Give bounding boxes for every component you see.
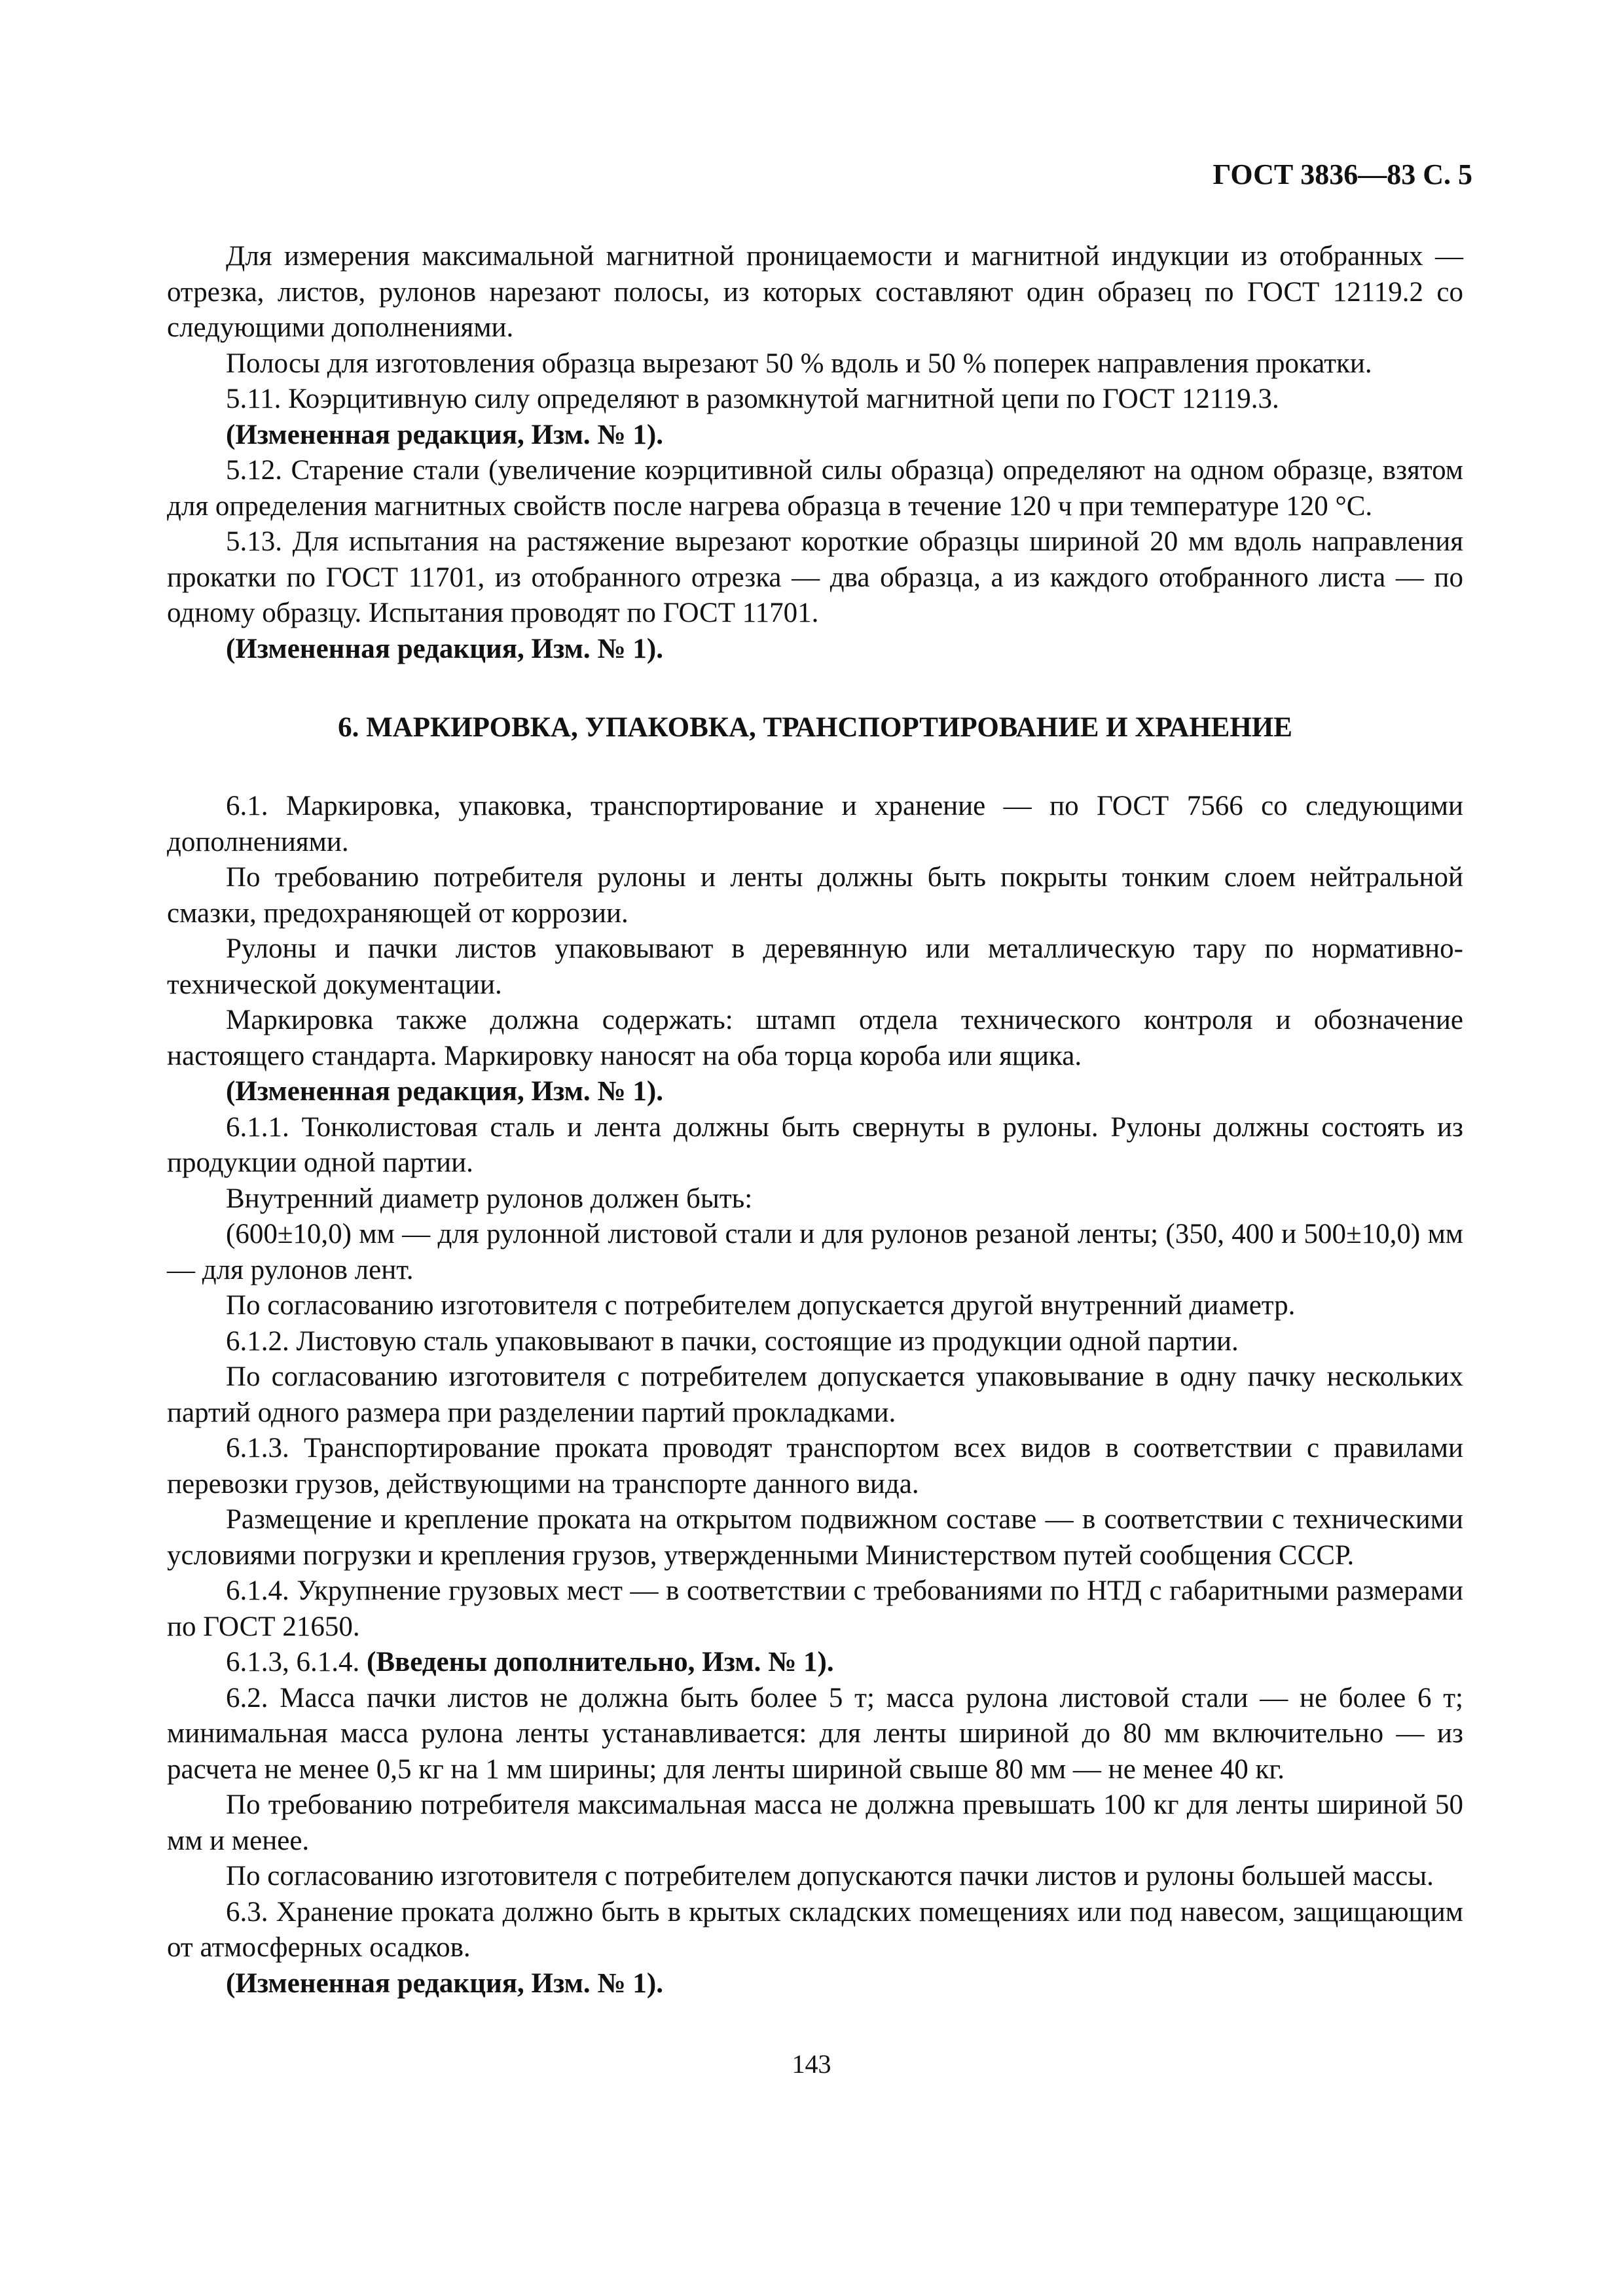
amendment-note: (Измененная редакция, Изм. № 1). — [226, 419, 663, 450]
paragraph: Рулоны и пачки листов упаковывают в деревянную или металлическую тару по нормативно-технической документации. — [167, 933, 1463, 1000]
paragraph: 6.1.2. Листовую сталь упаковывают в пачки, состоящие из продукции одной партии. — [226, 1325, 1239, 1357]
paragraph: (600±10,0) мм — для рулонной листовой стали и для рулонов резаной ленты; (350, 400 и 500±10,0) мм — для рулонов лент. — [167, 1219, 1463, 1285]
paragraph: Внутренний диаметр рулонов должен быть: — [226, 1183, 753, 1214]
paragraph: Для измерения максимальной магнитной проницаемости и магнитной индукции из отобранных — отрезка, листов, рулонов нарезают полосы, из которых составляют один образец по ГОСТ 12119.2 со следующими дополнениями. — [167, 241, 1463, 343]
paragraph: 6.1. Маркировка, упаковка, транспортирование и хранение — по ГОСТ 7566 со следующими дополнениями. — [167, 791, 1463, 857]
paragraph: По требованию потребителя рулоны и ленты должны быть покрыты тонким слоем нейтральной смазки, предохраняющей от коррозии. — [167, 862, 1463, 929]
section-heading: 6. МАРКИРОВКА, УПАКОВКА, ТРАНСПОРТИРОВАНИЕ И ХРАНЕНИЕ — [338, 712, 1292, 743]
paragraph: Маркировка также должна содержать: штамп отдела технического контроля и обозначение настоящего стандарта. Маркировку наносят на оба торца короба или ящика. — [167, 1005, 1463, 1071]
paragraph: Полосы для изготовления образца вырезают 50 % вдоль и 50 % поперек направления прокатки. — [226, 348, 1372, 379]
amendment-note: (Измененная редакция, Изм. № 1). — [226, 633, 663, 664]
amendment-note: (Измененная редакция, Изм. № 1). — [226, 1967, 663, 1999]
paragraph: По согласованию изготовителя с потребителем допускаются пачки листов и рулоны большей массы. — [226, 1861, 1434, 1892]
section-6-body — [167, 789, 1463, 2001]
section-5-continuation — [167, 239, 1463, 667]
clause-reference: 6.1.3, 6.1.4. — [226, 1647, 367, 1677]
paragraph: По требованию потребителя максимальная масса не должна превышать 100 кг для ленты шириной 50 мм и менее. — [167, 1789, 1463, 1856]
amendment-note: (Измененная редакция, Изм. № 1). — [226, 1076, 663, 1107]
paragraph: 5.11. Коэрцитивную силу определяют в разомкнутой магнитной цепи по ГОСТ 12119.3. — [226, 384, 1279, 414]
running-header: ГОСТ 3836—83 С. 5 — [1213, 158, 1472, 190]
amendment-label: (Введены дополнительно, Изм. № 1). — [367, 1647, 834, 1677]
paragraph: По согласованию изготовителя с потребителем допускается другой внутренний диаметр. — [226, 1290, 1296, 1321]
paragraph: 6.1.3. Транспортирование проката проводят транспортом всех видов в соответствии с правилами перевозки грузов, действующими на транспорте данного вида. — [167, 1433, 1463, 1499]
paragraph: 5.12. Старение стали (увеличение коэрцитивной силы образца) определяют на одном образце, взятом для определения магнитных свойств после нагрева образца в течение 120 ч при температуре 120 °С. — [167, 455, 1463, 522]
paragraph: 6.3. Хранение проката должно быть в крытых складских помещениях или под навесом, защищающим от атмосферных осадков. — [167, 1896, 1463, 1963]
paragraph: 6.1.4. Укрупнение грузовых мест — в соответствии с требованиями по НТД с габаритными размерами по ГОСТ 21650. — [167, 1575, 1463, 1642]
paragraph: 6.2. Масса пачки листов не должна быть более 5 т; масса рулона листовой стали — не более 6 т; минимальная масса рулона ленты устанавливается: для ленты шириной до 80 мм включительно — из расчета не менее 0,5 кг на 1 мм ширины; для ленты шириной свыше 80 мм — не менее 40 кг. — [167, 1682, 1463, 1785]
paragraph: 5.13. Для испытания на растяжение вырезают короткие образцы шириной 20 мм вдоль направления прокатки по ГОСТ 11701, из отобранного отрезка — два образца, а из каждого отобранного листа — по одному образцу. Испытания проводят по ГОСТ 11701. — [167, 526, 1463, 628]
paragraph: По согласованию изготовителя с потребителем допускается упаковывание в одну пачку нескольких партий одного размера при разделении партий прокладками. — [167, 1361, 1463, 1428]
paragraph: 6.1.1. Тонколистовая сталь и лента должны быть свернуты в рулоны. Рулоны должны состоять из продукции одной партии. — [167, 1111, 1463, 1178]
paragraph: Размещение и крепление проката на открытом подвижном составе — в соответствии с техническими условиями погрузки и крепления грузов, утвержденными Министерством путей сообщения СССР. — [167, 1504, 1463, 1571]
page-number: 143 — [792, 2049, 831, 2079]
amendment-note — [167, 1645, 1463, 1681]
